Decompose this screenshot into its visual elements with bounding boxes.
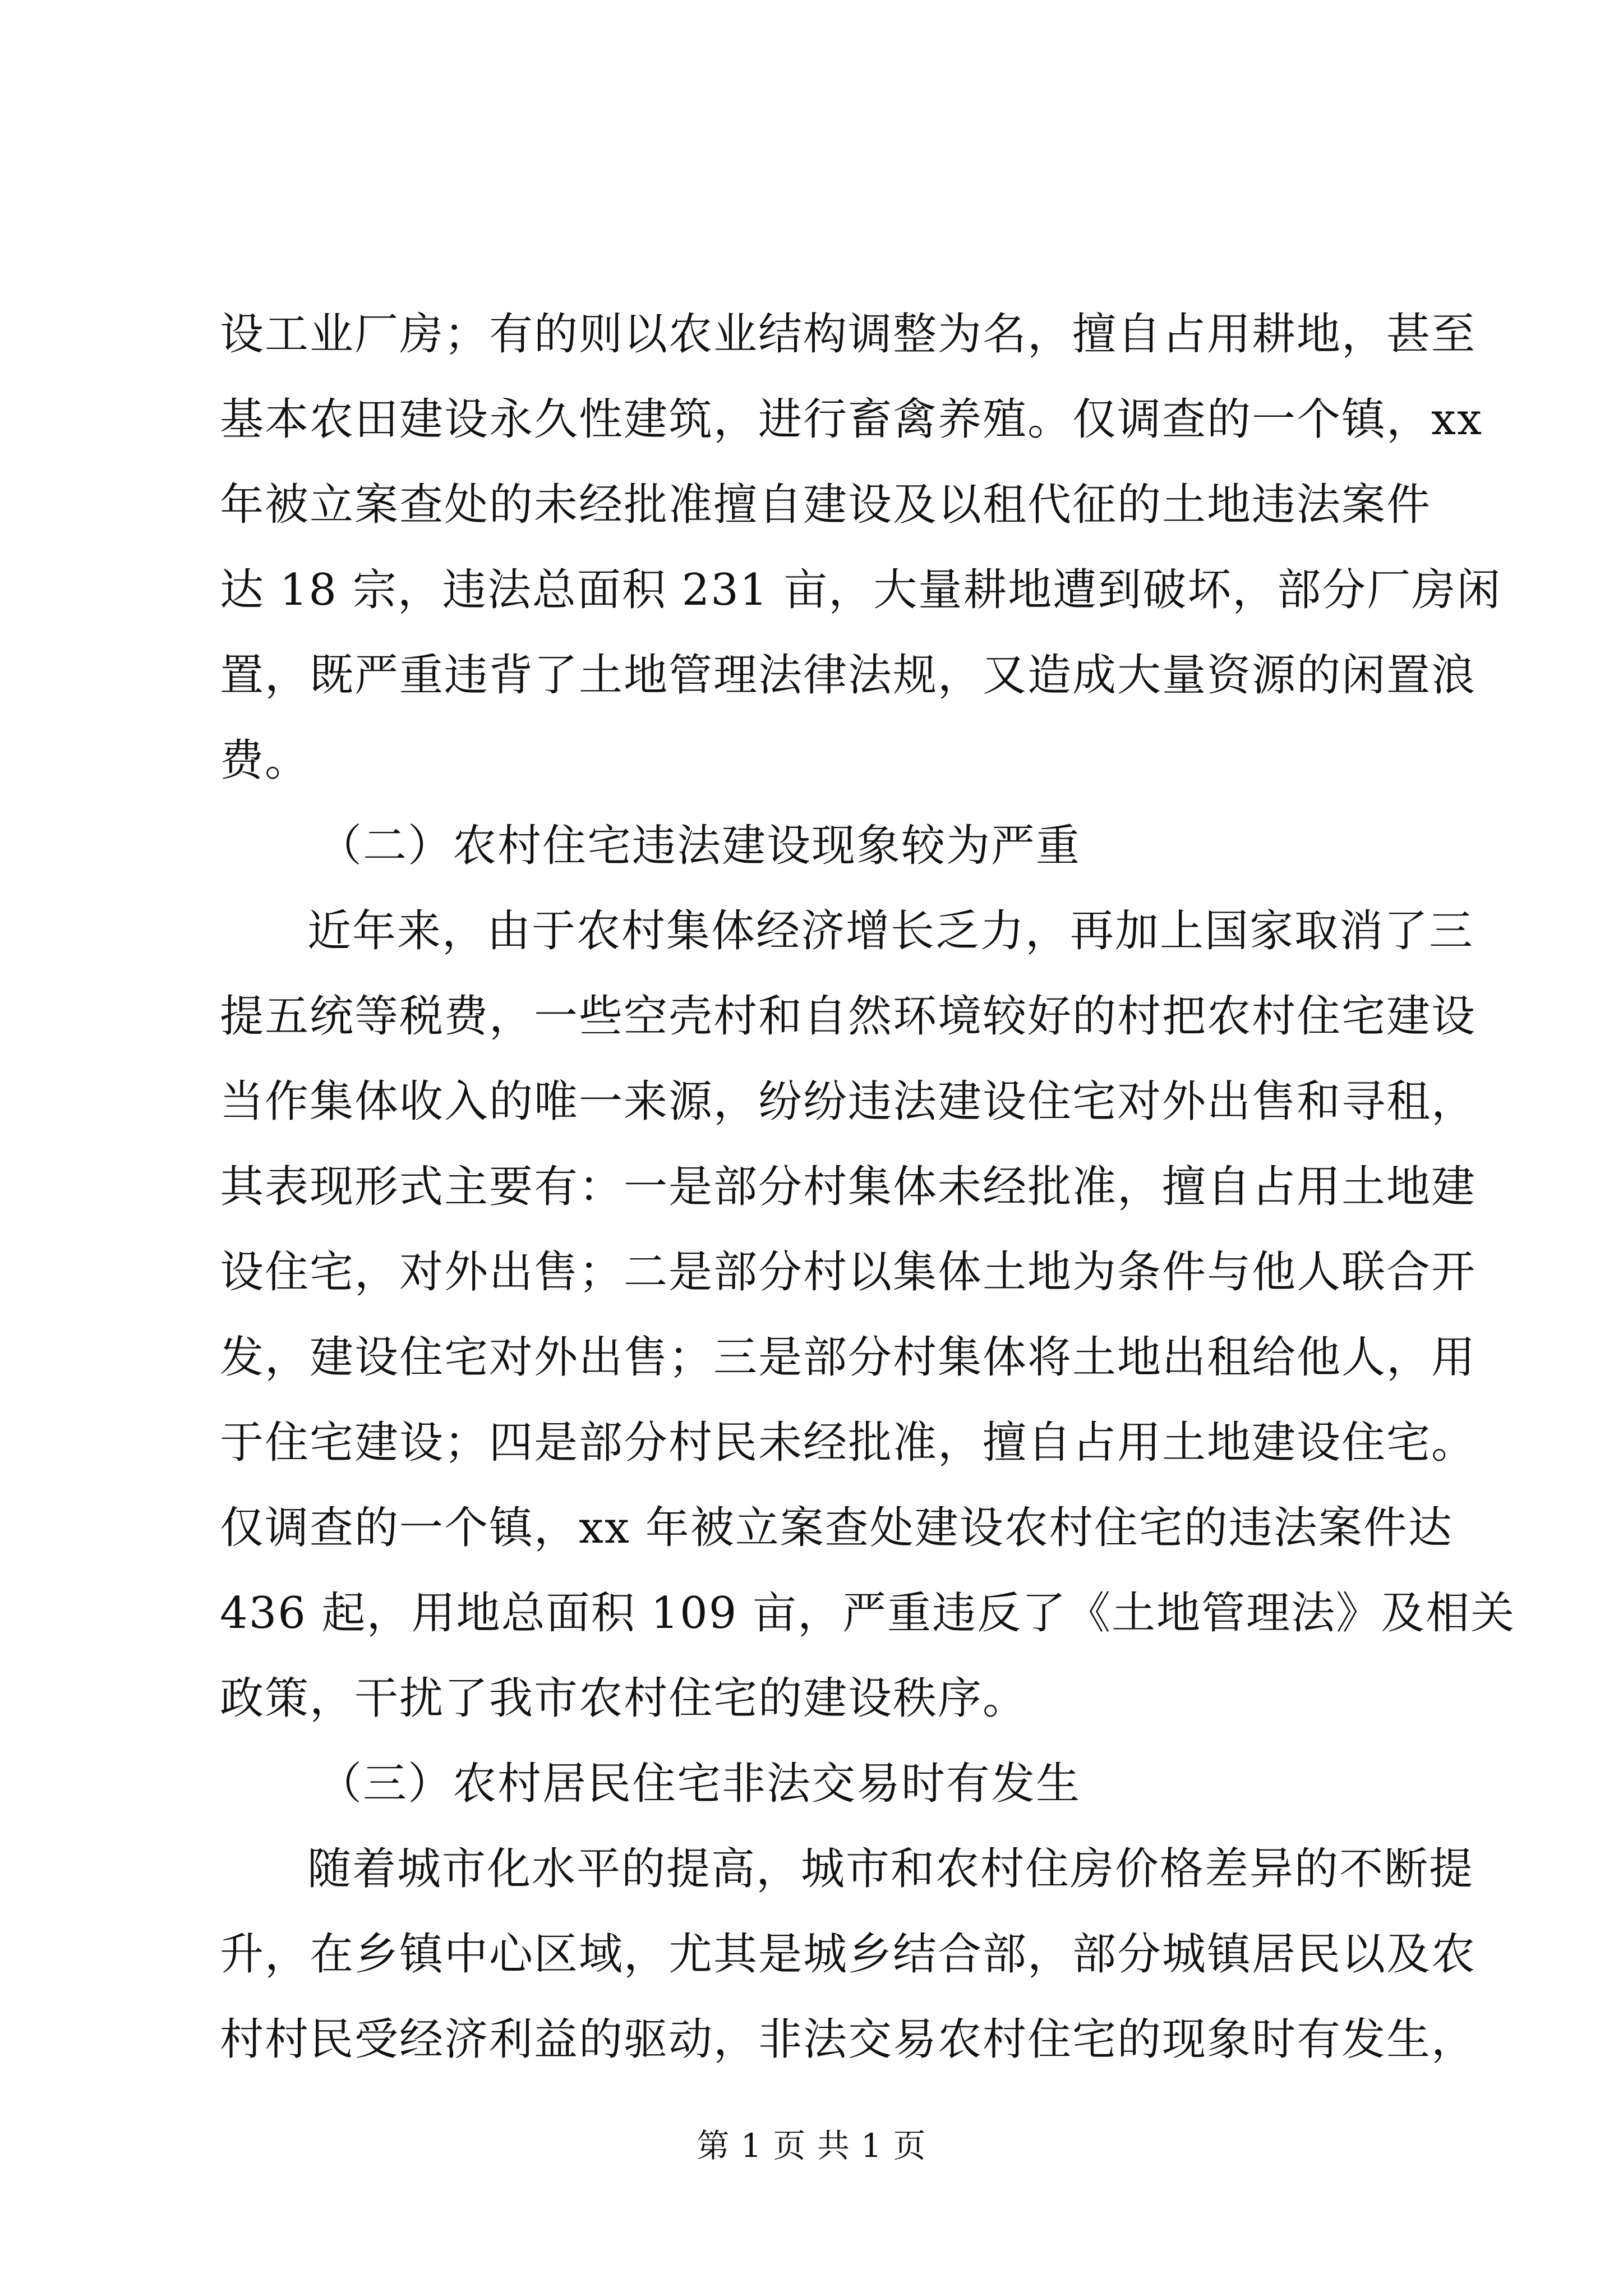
text-line: 年被立案查处的未经批准擅自建设及以租代征的土地违法案件 [220,480,1432,530]
text-line: 436 起，用地总面积 109 亩，严重违反了《土地管理法》及相关 [220,1588,1516,1639]
text-line: 基本农田建设永久性建筑，进行畜禽养殖。仅调查的一个镇，xx [220,394,1483,445]
section-heading: （三）农村居民住宅非法交易时有发生 [318,1759,1081,1809]
text-line: 设工业厂房；有的则以农业结构调整为名，擅自占用耕地，甚至 [220,309,1477,360]
text-line: 随着城市化水平的提高，城市和农村住房价格差异的不断提 [307,1844,1474,1894]
text-line: 升，在乡镇中心区域，尤其是城乡结合部，部分城镇居民以及农 [220,1929,1477,1980]
text-line: 设住宅，对外出售；二是部分村以集体土地为条件与他人联合开 [220,1247,1477,1297]
text-line: 发，建设住宅对外出售；三是部分村集体将土地出租给他人，用 [220,1332,1477,1383]
text-line: 政策，干扰了我市农村住宅的建设秩序。 [220,1673,1028,1724]
text-line: 置，既严重违背了土地管理法律法规，又造成大量资源的闲置浪 [220,650,1477,701]
text-line: 其表现形式主要有：一是部分村集体未经批准，擅自占用土地建 [220,1162,1477,1212]
text-line: 村村民受经济利益的驱动，非法交易农村住宅的现象时有发生， [220,2014,1477,2065]
text-line: 提五统等税费，一些空壳村和自然环境较好的村把农村住宅建设 [220,991,1477,1042]
text-line: 近年来，由于农村集体经济增长乏力，再加上国家取消了三 [307,906,1474,956]
section-heading: （二）农村住宅违法建设现象较为严重 [318,821,1081,871]
text-line: 达 18 宗，违法总面积 231 亩，大量耕地遭到破坏，部分厂房闲 [220,565,1502,615]
document-body [220,292,1516,2082]
text-line: 费。 [220,735,310,786]
text-line: 当作集体收入的唯一来源，纷纷违法建设住宅对外出售和寻租， [220,1076,1477,1127]
page-footer: 第 1 页 共 1 页 [697,2127,926,2165]
text-line: 于住宅建设；四是部分村民未经批准，擅自占用土地建设住宅。 [220,1418,1477,1468]
text-line: 仅调查的一个镇，xx 年被立案查处建设农村住宅的违法案件达 [220,1503,1453,1553]
